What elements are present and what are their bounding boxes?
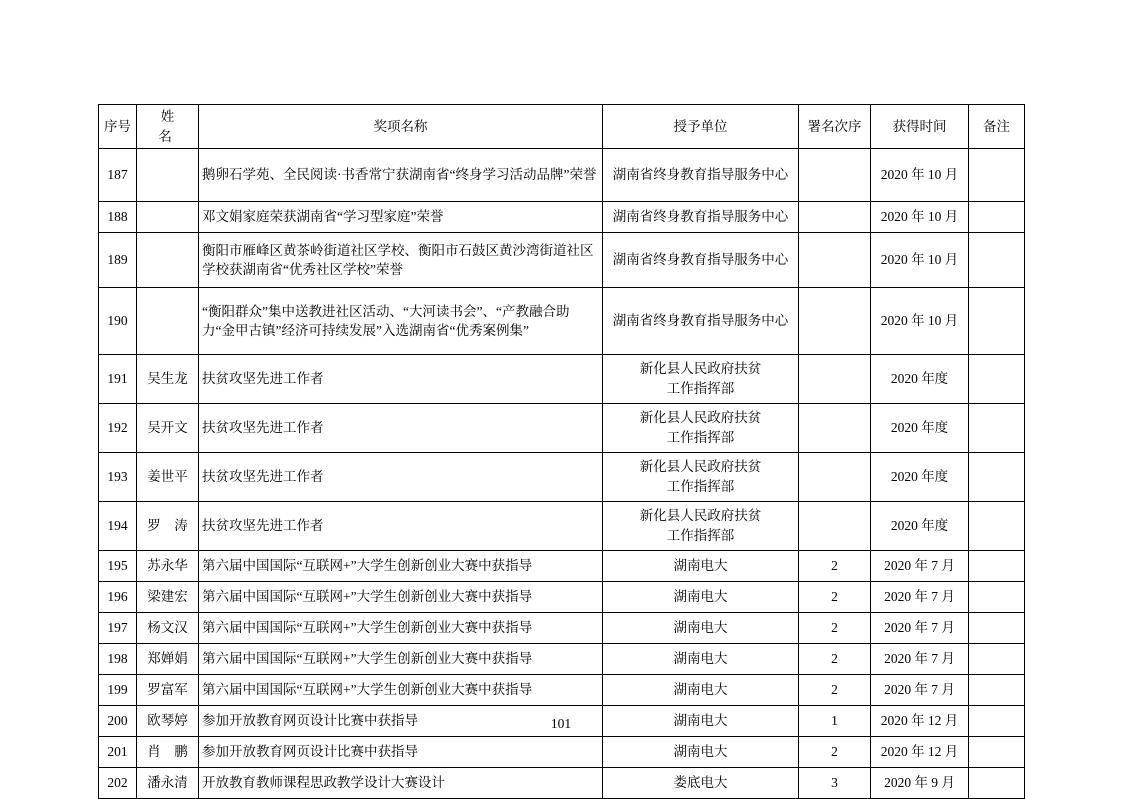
award-table-container <box>98 104 1024 799</box>
cell-no: 202 <box>99 768 137 799</box>
cell-no: 187 <box>99 149 137 202</box>
cell-award: 扶贫攻坚先进工作者 <box>199 502 603 551</box>
cell-time: 2020 年 7 月 <box>871 675 969 706</box>
cell-unit: 湖南电大 <box>603 613 799 644</box>
table-row <box>99 582 1025 613</box>
table-row <box>99 551 1025 582</box>
table-row <box>99 233 1025 288</box>
table-row <box>99 675 1025 706</box>
cell-award: 参加开放教育网页设计比赛中获指导 <box>199 706 603 737</box>
cell-no: 193 <box>99 453 137 502</box>
cell-name: 苏永华 <box>137 551 199 582</box>
cell-no: 195 <box>99 551 137 582</box>
cell-note <box>969 644 1025 675</box>
cell-time: 2020 年 10 月 <box>871 233 969 288</box>
cell-note <box>969 355 1025 404</box>
cell-time: 2020 年度 <box>871 404 969 453</box>
table-row <box>99 355 1025 404</box>
cell-time: 2020 年 10 月 <box>871 288 969 355</box>
cell-award: 参加开放教育网页设计比赛中获指导 <box>199 737 603 768</box>
cell-time: 2020 年 10 月 <box>871 202 969 233</box>
cell-order <box>799 502 871 551</box>
cell-award: 扶贫攻坚先进工作者 <box>199 404 603 453</box>
cell-unit: 湖南电大 <box>603 675 799 706</box>
cell-award: 邓文娟家庭荣获湖南省“学习型家庭”荣誉 <box>199 202 603 233</box>
cell-unit: 湖南电大 <box>603 737 799 768</box>
cell-unit: 新化县人民政府扶贫 工作指挥部 <box>603 355 799 404</box>
cell-time: 2020 年度 <box>871 453 969 502</box>
table-body <box>99 149 1025 799</box>
table-header <box>99 105 1025 149</box>
cell-name: 杨文汉 <box>137 613 199 644</box>
award-table <box>98 104 1025 799</box>
table-row <box>99 737 1025 768</box>
table-row <box>99 149 1025 202</box>
cell-award: 第六届中国国际“互联网+”大学生创新创业大赛中获指导 <box>199 613 603 644</box>
cell-award: 开放教育教师课程思政教学设计大赛设计 <box>199 768 603 799</box>
page-number: 101 <box>550 716 572 731</box>
cell-time: 2020 年 7 月 <box>871 582 969 613</box>
cell-unit: 娄底电大 <box>603 768 799 799</box>
column-header-time: 获得时间 <box>871 105 969 149</box>
cell-no: 198 <box>99 644 137 675</box>
column-header-award: 奖项名称 <box>199 105 603 149</box>
cell-time: 2020 年度 <box>871 355 969 404</box>
cell-award: 第六届中国国际“互联网+”大学生创新创业大赛中获指导 <box>199 551 603 582</box>
cell-unit: 湖南电大 <box>603 644 799 675</box>
cell-time: 2020 年 9 月 <box>871 768 969 799</box>
cell-order: 2 <box>799 551 871 582</box>
cell-no: 191 <box>99 355 137 404</box>
cell-order <box>799 202 871 233</box>
cell-award: 衡阳市雁峰区黄茶岭街道社区学校、衡阳市石鼓区黄沙湾街道社区学校获湖南省“优秀社区学校”荣誉 <box>199 233 603 288</box>
cell-order: 3 <box>799 768 871 799</box>
cell-time: 2020 年 7 月 <box>871 644 969 675</box>
table-row <box>99 768 1025 799</box>
cell-unit: 湖南省终身教育指导服务中心 <box>603 288 799 355</box>
cell-award: “衡阳群众”集中送教进社区活动、“大河读书会”、“产教融合助力“金甲古镇”经济可持续发展”入选湖南省“优秀案例集” <box>199 288 603 355</box>
table-row <box>99 502 1025 551</box>
table-row <box>99 404 1025 453</box>
cell-name: 欧琴婷 <box>137 706 199 737</box>
cell-note <box>969 453 1025 502</box>
cell-unit: 湖南省终身教育指导服务中心 <box>603 202 799 233</box>
cell-name: 吴生龙 <box>137 355 199 404</box>
cell-order: 2 <box>799 613 871 644</box>
cell-award: 鹅卵石学苑、全民阅读·书香常宁获湖南省“终身学习活动品牌”荣誉 <box>199 149 603 202</box>
cell-name: 吴开文 <box>137 404 199 453</box>
cell-unit: 湖南电大 <box>603 706 799 737</box>
cell-unit: 新化县人民政府扶贫 工作指挥部 <box>603 453 799 502</box>
cell-name <box>137 233 199 288</box>
table-row <box>99 202 1025 233</box>
cell-order: 2 <box>799 675 871 706</box>
cell-unit: 湖南省终身教育指导服务中心 <box>603 149 799 202</box>
cell-time: 2020 年度 <box>871 502 969 551</box>
cell-name: 郑婵娟 <box>137 644 199 675</box>
cell-order <box>799 288 871 355</box>
cell-no: 188 <box>99 202 137 233</box>
cell-order <box>799 149 871 202</box>
cell-time: 2020 年 12 月 <box>871 737 969 768</box>
cell-note <box>969 768 1025 799</box>
cell-note <box>969 582 1025 613</box>
cell-name: 姜世平 <box>137 453 199 502</box>
table-row <box>99 644 1025 675</box>
cell-order: 1 <box>799 706 871 737</box>
cell-no: 199 <box>99 675 137 706</box>
cell-award: 第六届中国国际“互联网+”大学生创新创业大赛中获指导 <box>199 644 603 675</box>
cell-name: 肖 鹏 <box>137 737 199 768</box>
cell-name: 罗 涛 <box>137 502 199 551</box>
cell-award: 扶贫攻坚先进工作者 <box>199 453 603 502</box>
table-row <box>99 453 1025 502</box>
cell-unit: 湖南电大 <box>603 551 799 582</box>
cell-note <box>969 737 1025 768</box>
cell-name: 罗富军 <box>137 675 199 706</box>
cell-award: 第六届中国国际“互联网+”大学生创新创业大赛中获指导 <box>199 582 603 613</box>
column-header-unit: 授予单位 <box>603 105 799 149</box>
column-header-no: 序号 <box>99 105 137 149</box>
cell-unit: 湖南电大 <box>603 582 799 613</box>
cell-time: 2020 年 7 月 <box>871 551 969 582</box>
cell-no: 194 <box>99 502 137 551</box>
table-row <box>99 288 1025 355</box>
cell-unit: 新化县人民政府扶贫 工作指挥部 <box>603 404 799 453</box>
cell-no: 189 <box>99 233 137 288</box>
cell-note <box>969 404 1025 453</box>
cell-order: 2 <box>799 644 871 675</box>
cell-order <box>799 355 871 404</box>
cell-name: 潘永清 <box>137 768 199 799</box>
cell-no: 190 <box>99 288 137 355</box>
cell-time: 2020 年 7 月 <box>871 613 969 644</box>
cell-name <box>137 288 199 355</box>
column-header-name: 姓 名 <box>137 105 199 149</box>
cell-time: 2020 年 10 月 <box>871 149 969 202</box>
cell-note <box>969 288 1025 355</box>
cell-name: 梁建宏 <box>137 582 199 613</box>
column-header-order: 署名次序 <box>799 105 871 149</box>
cell-note <box>969 551 1025 582</box>
cell-note <box>969 502 1025 551</box>
cell-order <box>799 453 871 502</box>
cell-award: 第六届中国国际“互联网+”大学生创新创业大赛中获指导 <box>199 675 603 706</box>
cell-no: 196 <box>99 582 137 613</box>
cell-order: 2 <box>799 737 871 768</box>
cell-no: 200 <box>99 706 137 737</box>
cell-no: 197 <box>99 613 137 644</box>
cell-unit: 湖南省终身教育指导服务中心 <box>603 233 799 288</box>
cell-note <box>969 149 1025 202</box>
cell-no: 192 <box>99 404 137 453</box>
cell-note <box>969 613 1025 644</box>
cell-award: 扶贫攻坚先进工作者 <box>199 355 603 404</box>
cell-unit: 新化县人民政府扶贫 工作指挥部 <box>603 502 799 551</box>
column-header-note: 备注 <box>969 105 1025 149</box>
table-header-row <box>99 105 1025 149</box>
cell-order <box>799 404 871 453</box>
cell-order <box>799 233 871 288</box>
cell-note <box>969 202 1025 233</box>
cell-name <box>137 202 199 233</box>
cell-note <box>969 675 1025 706</box>
cell-order: 2 <box>799 582 871 613</box>
table-row <box>99 613 1025 644</box>
cell-name <box>137 149 199 202</box>
cell-note <box>969 233 1025 288</box>
cell-time: 2020 年 12 月 <box>871 706 969 737</box>
cell-no: 201 <box>99 737 137 768</box>
